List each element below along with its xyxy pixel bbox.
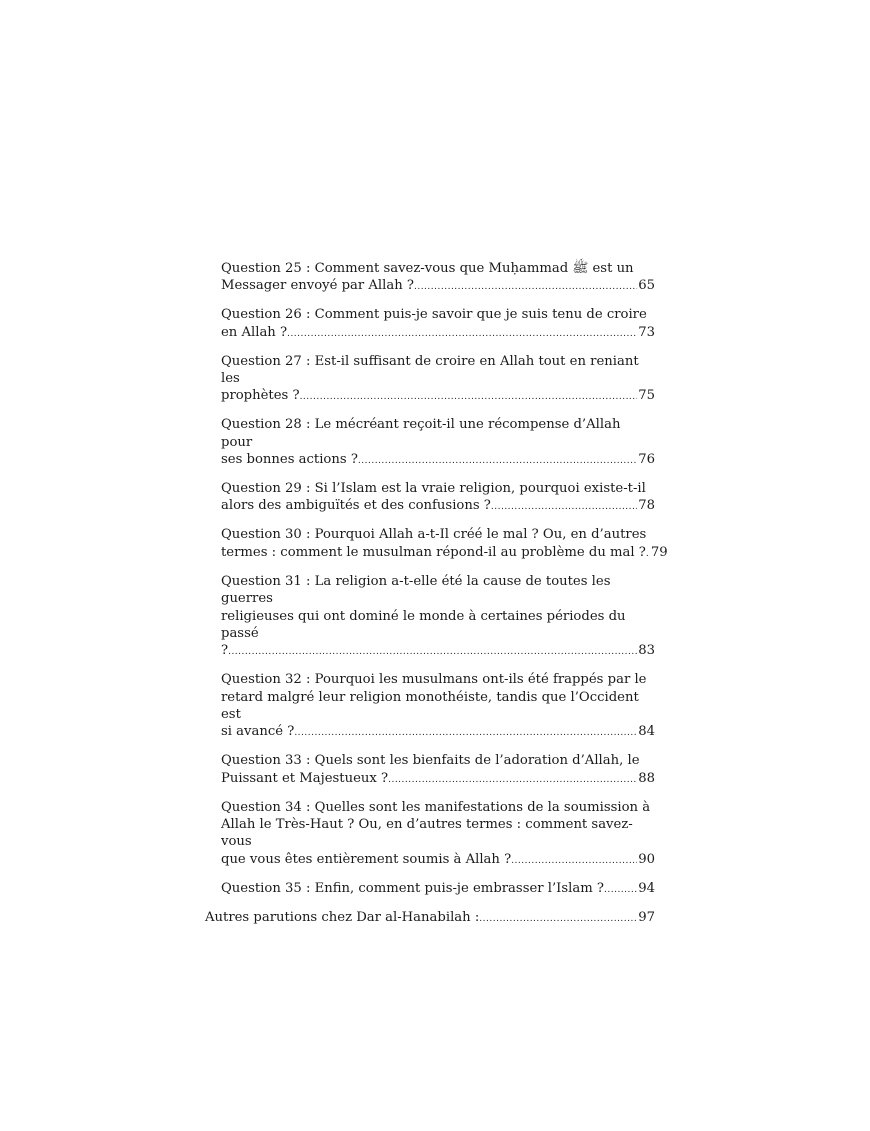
- toc-page-number: 79: [650, 544, 668, 560]
- toc-page-number: 90: [638, 851, 655, 867]
- toc-page-number: 94: [638, 880, 655, 896]
- toc-entry-title-end: prophètes ?: [221, 388, 300, 404]
- toc-page-number: 75: [638, 388, 655, 404]
- toc-entry[interactable]: [205, 573, 655, 662]
- toc-entry-leader-line: [221, 880, 655, 899]
- toc-page-number: 88: [638, 770, 655, 786]
- toc-entry-title-end: si avancé ?: [221, 724, 295, 740]
- toc-entry-text-line: Question 28 : Le mécréant reçoit-il une récompense d’Allah pour: [221, 417, 621, 450]
- toc-entry-title-end: en Allah ?: [221, 324, 288, 340]
- dot-leader: [228, 644, 637, 661]
- toc-page-number: 78: [638, 498, 655, 514]
- toc-entry-text-line: Question 25 : Comment savez-vous que Muḥammad ﷺ est un: [221, 261, 634, 276]
- toc-entry-text-line: Question 26 : Comment puis-je savoir que je suis tenu de croire: [221, 307, 647, 323]
- toc-entry-leader-line: [221, 544, 668, 563]
- toc-entry-title-end: Question 35 : Enfin, comment puis-je embrasser l’Islam ?: [221, 880, 604, 896]
- dot-leader: [300, 389, 638, 406]
- toc-entry-text-line: Question 29 : Si l’Islam est la vraie religion, pourquoi existe-t-il: [221, 481, 646, 497]
- toc-entry[interactable]: [205, 880, 655, 899]
- toc-entry[interactable]: [205, 353, 655, 407]
- toc-entry-title-end: ses bonnes actions ?: [221, 452, 358, 468]
- toc-entry-leader-line: [221, 851, 655, 870]
- toc-page-number: 83: [638, 643, 655, 659]
- dot-leader: [388, 772, 637, 789]
- dot-leader: [491, 499, 637, 516]
- toc-entry-text-line: retard malgré leur religion monothéiste, tandis que l’Occident est: [221, 689, 639, 723]
- toc-page-number: 84: [638, 724, 655, 740]
- toc-page-number: 97: [638, 909, 655, 925]
- toc-entry-text-line: Question 32 : Pourquoi les musulmans ont-ils été frappés par le: [221, 672, 647, 688]
- toc-entry-leader-line: [221, 387, 655, 406]
- toc-entry-text-line: Question 33 : Quels sont les bienfaits de l’adoration d’Allah, le: [221, 753, 640, 769]
- toc-entry-leader-line: [205, 909, 655, 928]
- toc-page-number: 73: [638, 324, 655, 340]
- dot-leader: [358, 453, 637, 470]
- toc-entry-leader-line: [221, 497, 655, 516]
- toc-entry[interactable]: [205, 799, 655, 871]
- toc-entry-leader-line: [221, 770, 655, 789]
- toc-entry-leader-line: [221, 642, 655, 661]
- toc-entry[interactable]: [205, 526, 668, 563]
- toc-entry[interactable]: [205, 671, 655, 743]
- toc-entry[interactable]: [205, 909, 655, 928]
- toc-page-number: 76: [638, 452, 655, 468]
- toc-entry-title-end: Messager envoyé par Allah ?: [221, 278, 414, 294]
- toc-entry[interactable]: [205, 752, 655, 789]
- toc-page-number: 65: [638, 278, 655, 294]
- toc-entry-title-end: termes : comment le musulman répond-il au problème du mal ?: [221, 544, 646, 560]
- toc-entry-leader-line: [221, 723, 655, 742]
- toc-entry[interactable]: [205, 480, 655, 517]
- toc-entry-leader-line: [221, 451, 655, 470]
- dot-leader: [287, 326, 637, 343]
- toc-entry-text-line: Question 34 : Quelles sont les manifestations de la soumission à: [221, 799, 651, 815]
- toc-entry-leader-line: [221, 277, 655, 296]
- dot-leader: [414, 279, 637, 296]
- dot-leader: [604, 882, 637, 899]
- toc-entry-title-end: ?: [221, 643, 229, 659]
- toc-entry-text-line: Question 27 : Est-il suffisant de croire en Allah tout en reniant les: [221, 353, 639, 387]
- toc-entry[interactable]: [205, 260, 655, 297]
- dot-leader: [294, 725, 637, 742]
- toc-entry[interactable]: [205, 306, 655, 343]
- dot-leader: [511, 853, 637, 870]
- toc-entry-text-line: Allah le Très-Haut ? Ou, en d’autres termes : comment savez-vous: [221, 817, 633, 850]
- toc-entry-text-line: religieuses qui ont dominé le monde à certaines périodes du passé: [221, 608, 626, 641]
- toc-entry-title-end: que vous êtes entièrement soumis à Allah ?: [221, 851, 512, 867]
- toc-entry-text-line: Question 31 : La religion a-t-elle été la cause de toutes les guerres: [221, 573, 611, 607]
- toc-entry-title-end: Puissant et Majestueux ?: [221, 770, 389, 786]
- toc-entry-text-line: Question 30 : Pourquoi Allah a-t-Il créé le mal ? Ou, en d’autres: [221, 527, 647, 543]
- toc-entry-title-end: alors des ambiguïtés et des confusions ?: [221, 498, 491, 514]
- dot-leader: [479, 911, 637, 928]
- toc-entry-title-end: Autres parutions chez Dar al-Hanabilah :: [205, 909, 480, 925]
- toc-entry[interactable]: [205, 416, 655, 470]
- table-of-contents: [205, 260, 668, 928]
- toc-entry-leader-line: [221, 324, 655, 343]
